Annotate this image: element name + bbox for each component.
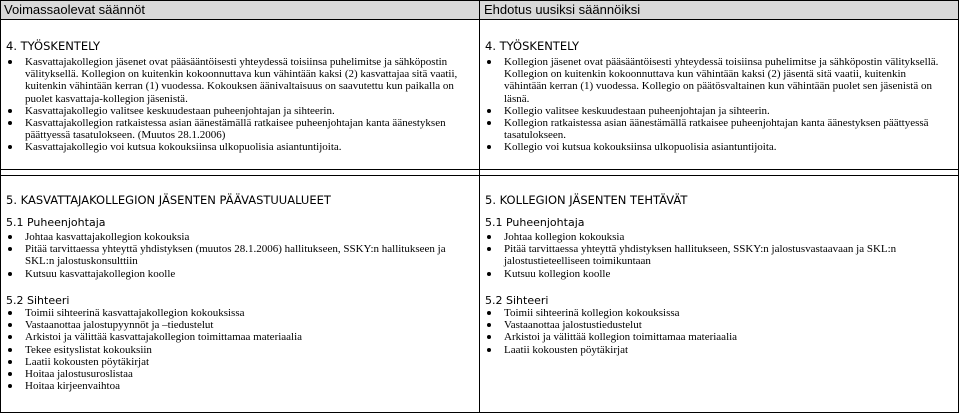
list-item: Pitää tarvittaessa yhteyttä yhdistyksen (muutos 28.1.2006) hallitukseen, SSKY:n hallitukseen ja SKL:n jalostuskonsulttiin xyxy=(6,243,474,267)
list-item: Johtaa kollegion kokouksia xyxy=(485,231,951,243)
list-item: Kasvattajakollegio voi kutsua kokouksiinsa ulkopuolisia asiantuntijoita. xyxy=(6,141,474,153)
list-item: Kollegion ratkaistessa asian äänestämällä ratkaisee puheenjohtajan kanta äänestyksen päättyessä tasatulokseen. xyxy=(485,117,951,141)
list-item: Kutsuu kasvattajakollegion koolle xyxy=(6,268,474,280)
right-section-5-title: 5. KOLLEGION JÄSENTEN TEHTÄVÄT xyxy=(485,193,688,207)
list-item: Pitää tarvittaessa yhteyttä yhdistyksen hallitukseen, SSKY:n jalostusvastaavaan ja SKL:n jalostustieteelliseen toimikuntaan xyxy=(485,243,951,267)
column-divider xyxy=(479,1,480,412)
list-item: Johtaa kasvattajakollegion kokouksia xyxy=(6,231,474,243)
list-item: Kasvattajakollegio valitsee keskuudestaan puheenjohtajan ja sihteerin. xyxy=(6,105,474,117)
list-item: Toimii sihteerinä kasvattajakollegion kokouksissa xyxy=(6,307,474,319)
right-section-5-2-title: 5.2 Sihteeri xyxy=(485,294,549,307)
list-item: Kasvattajakollegion jäsenet ovat pääsääntöisesti yhteydessä toisiinsa puhelimitse ja sähköpostin välityksellä. Kollegion on kuitenkin kokoonnuttava kun vähintään kaksi (2) kasvattajaa sitä vaatii, kuitenkin vähintään kerran (1) vuodessa. Kokouksen äänivaltaisuus on saavutettu kun paikalla on puolet kasvattaja-kollegion jäsenistä. xyxy=(6,56,474,105)
list-item: Kollegio voi kutsua kokouksiinsa ulkopuolisia asiantuntijoita. xyxy=(485,141,951,153)
right-section-5-1-list xyxy=(485,231,951,280)
left-section-4-list xyxy=(6,56,474,154)
left-section-5-1-list xyxy=(6,231,474,280)
list-item: Vastaanottaa jalostustiedustelut xyxy=(485,319,951,331)
right-section-5-2-list xyxy=(485,307,951,356)
left-section-4-title: 4. TYÖSKENTELY xyxy=(6,39,101,53)
left-section-5-2-title: 5.2 Sihteeri xyxy=(6,294,70,307)
left-section-5-1-title: 5.1 Puheenjohtaja xyxy=(6,216,106,229)
list-item: Laatii kokousten pöytäkirjat xyxy=(6,356,474,368)
list-item: Laatii kokousten pöytäkirjat xyxy=(485,344,951,356)
list-item: Toimii sihteerinä kollegion kokouksissa xyxy=(485,307,951,319)
list-item: Kasvattajakollegion ratkaistessa asian äänestämällä ratkaisee puheenjohtajan kanta äänestyksen päättyessä tasatulokseen. (Muutos 28.1.2006) xyxy=(6,117,474,141)
list-item: Kutsuu kollegion koolle xyxy=(485,268,951,280)
right-section-5-1-title: 5.1 Puheenjohtaja xyxy=(485,216,585,229)
left-section-5-title: 5. KASVATTAJAKOLLEGION JÄSENTEN PÄÄVASTUUALUEET xyxy=(6,193,331,207)
right-section-4-list xyxy=(485,56,951,154)
list-item: Kollegion jäsenet ovat pääsääntöisesti yhteydessä toisiinsa puhelimitse ja sähköpostin välityksellä. Kollegion on kuitenkin kokoonnuttava kun vähintään kaksi (2) jäsentä sitä vaatii, kuitenkin vähintään kerran (1) vuodessa. Kollegio on päätösvaltainen kun vähintään puolet sen jäsenistä on läsnä. xyxy=(485,56,951,105)
list-item: Arkistoi ja välittää kollegion toimittamaa materiaalia xyxy=(485,331,951,343)
left-section-5-2-list xyxy=(6,307,474,392)
list-item: Arkistoi ja välittää kasvattajakollegion toimittamaa materiaalia xyxy=(6,331,474,343)
list-item: Kollegio valitsee keskuudestaan puheenjohtajan ja sihteerin. xyxy=(485,105,951,117)
list-item: Hoitaa jalostusuroslistaa xyxy=(6,368,474,380)
right-section-4-title: 4. TYÖSKENTELY xyxy=(485,39,580,53)
list-item: Hoitaa kirjeenvaihtoa xyxy=(6,380,474,392)
list-item: Vastaanottaa jalostupyynnöt ja –tiedustelut xyxy=(6,319,474,331)
list-item: Tekee esityslistat kokouksiin xyxy=(6,344,474,356)
header-current-rules: Voimassaolevat säännöt xyxy=(4,2,145,17)
header-proposed-rules: Ehdotus uusiksi säännöiksi xyxy=(484,2,641,17)
row-divider-1 xyxy=(1,169,958,170)
row-divider-2 xyxy=(1,175,958,176)
